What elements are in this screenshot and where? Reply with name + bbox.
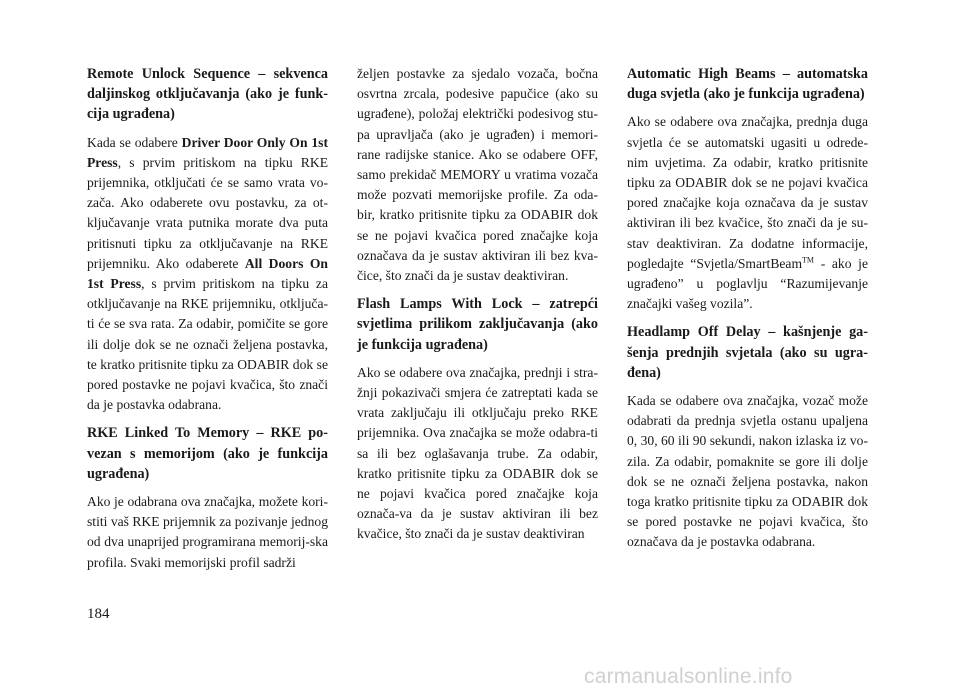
paragraph-remote-unlock-sequence	[87, 133, 328, 416]
text-column-right	[627, 64, 868, 561]
section-heading-rke-linked-to-memory: RKE Linked To Memory – RKE po-vezan s memorijom (ako je funkcija ugrađena)	[87, 425, 328, 482]
option-all-doors: All Doors On 1st Press	[87, 255, 328, 292]
text-column-left	[87, 64, 328, 581]
paragraph-headlamp-off-delay: Kada se odabere ova značajka, vozač može odabrati da prednja svjetla ostanu upaljena 0, 30, 60 ili 90 sekundi, nakon izlaska iz vo-zila. Za odabir, pomaknite se gore ili dolje dok se ne označi željena postavka, nakon toga kratko pritisnite tipku za ODABIR dok se pored postavke ne pojavi kvačica, što označava da je postavka odabrana.	[627, 393, 868, 550]
paragraph-automatic-high-beams	[627, 112, 868, 314]
section-heading-remote-unlock-sequence: Remote Unlock Sequence – sekvenca daljinskog otključavanja (ako je funk-cija ugrađena)	[87, 66, 328, 123]
section-heading-flash-lamps-with-lock: Flash Lamps With Lock – zatrepći svjetlima prilikom zaključavanja (ako je funkcija ugrađena)	[357, 296, 598, 353]
text-run: , s prvim pritiskom na tipku RKE prijemnika, otključati će se samo vrata vo-zača. Ako odaberete ovu postavku, za ot-ključavanje vrata putnika morate dva puta pritisnuti tipku za otključavanje na RKE prijemniku. Ako odaberete	[87, 154, 328, 271]
text-column-middle	[357, 64, 598, 553]
text-run: - ako je ugrađeno” u poglavlju “Razumijevanje značajki vašeg vozila”.	[627, 255, 868, 312]
text-run: Kada se odabere	[87, 134, 182, 150]
section-heading-automatic-high-beams: Automatic High Beams – automatska duga svjetla (ako je funkcija ugrađena)	[627, 66, 868, 103]
text-run: , s prvim pritiskom na tipku za otključavanje na RKE prijemniku, otključa-ti će se sva rata. Za odabir, pomičite se gore ili dolje dok se ne označi željena postavka, te kratko pritisnite tipku za ODABIR dok se pored postavke ne pojavi kvačica, što znači da je postavka odabrana.	[87, 276, 328, 413]
option-driver-door-only: Driver Door Only On 1st Press	[87, 134, 328, 170]
paragraph-rke-linked-to-memory: Ako je odabrana ova značajka, možete kori-stiti vaš RKE prijemnik za pozivanje jednog od dva unaprijed programirana memorij-ska profila. Svaki memorijski profil sadrži	[87, 494, 328, 570]
text-run: Ako se odabere ova značajka, prednja duga svjetla će se automatski ugasiti u odrede-nim uvjetima. Za odabir, kratko pritisnite tipku za ODABIR dok se ne pojavi kvačica pored značajke koja označava da je sustav aktiviran ili bez kvačice, što znači da je su-stav deaktiviran. Za dodatne informacije, pogledajte “Svjetla/SmartBeam	[627, 114, 868, 271]
section-heading-headlamp-off-delay: Headlamp Off Delay – kašnjenje ga-šenja prednjih svjetala (ako su ugra-đena)	[627, 324, 868, 381]
paragraph-rke-linked-to-memory-continued: željen postavke za sjedalo vozača, bočna osvrtna zrcala, podesive papučice (ako su ugrađene), položaj električki podesivog stu-pa upravljača (ako je ugrađen) i memori-rane radijske stanice. Ako se odabere OFF, samo prekidač MEMORY u vratima vozača može pozvati memorijske profile. Za oda-bir, kratko pritisnite tipku za ODABIR dok se ne pojavi kvačica pored značajke koja označava da je sustav aktiviran ili bez kva-čice, što znači da je sustav deaktiviran.	[357, 66, 598, 284]
trademark-superscript: TM	[802, 255, 815, 265]
paragraph-flash-lamps-with-lock: Ako se odabere ova značajka, prednji i stra-žnji pokazivači smjera će zatreptati kada se vrata zaključaju ili otključaju preko RKE prijemnika. Ova značajka se može odabra-ti sa ili bez oglašavanja trube. Za odabir, kratko pritisnite tipku za ODABIR dok se ne pojavi kvačica pored značajke koja označa-va da je sustav aktiviran ili bez kvačice, što znači da je sustav deaktiviran	[357, 364, 598, 542]
watermark: carmanualsonline.info	[584, 665, 793, 688]
page-number: 184	[87, 606, 110, 622]
